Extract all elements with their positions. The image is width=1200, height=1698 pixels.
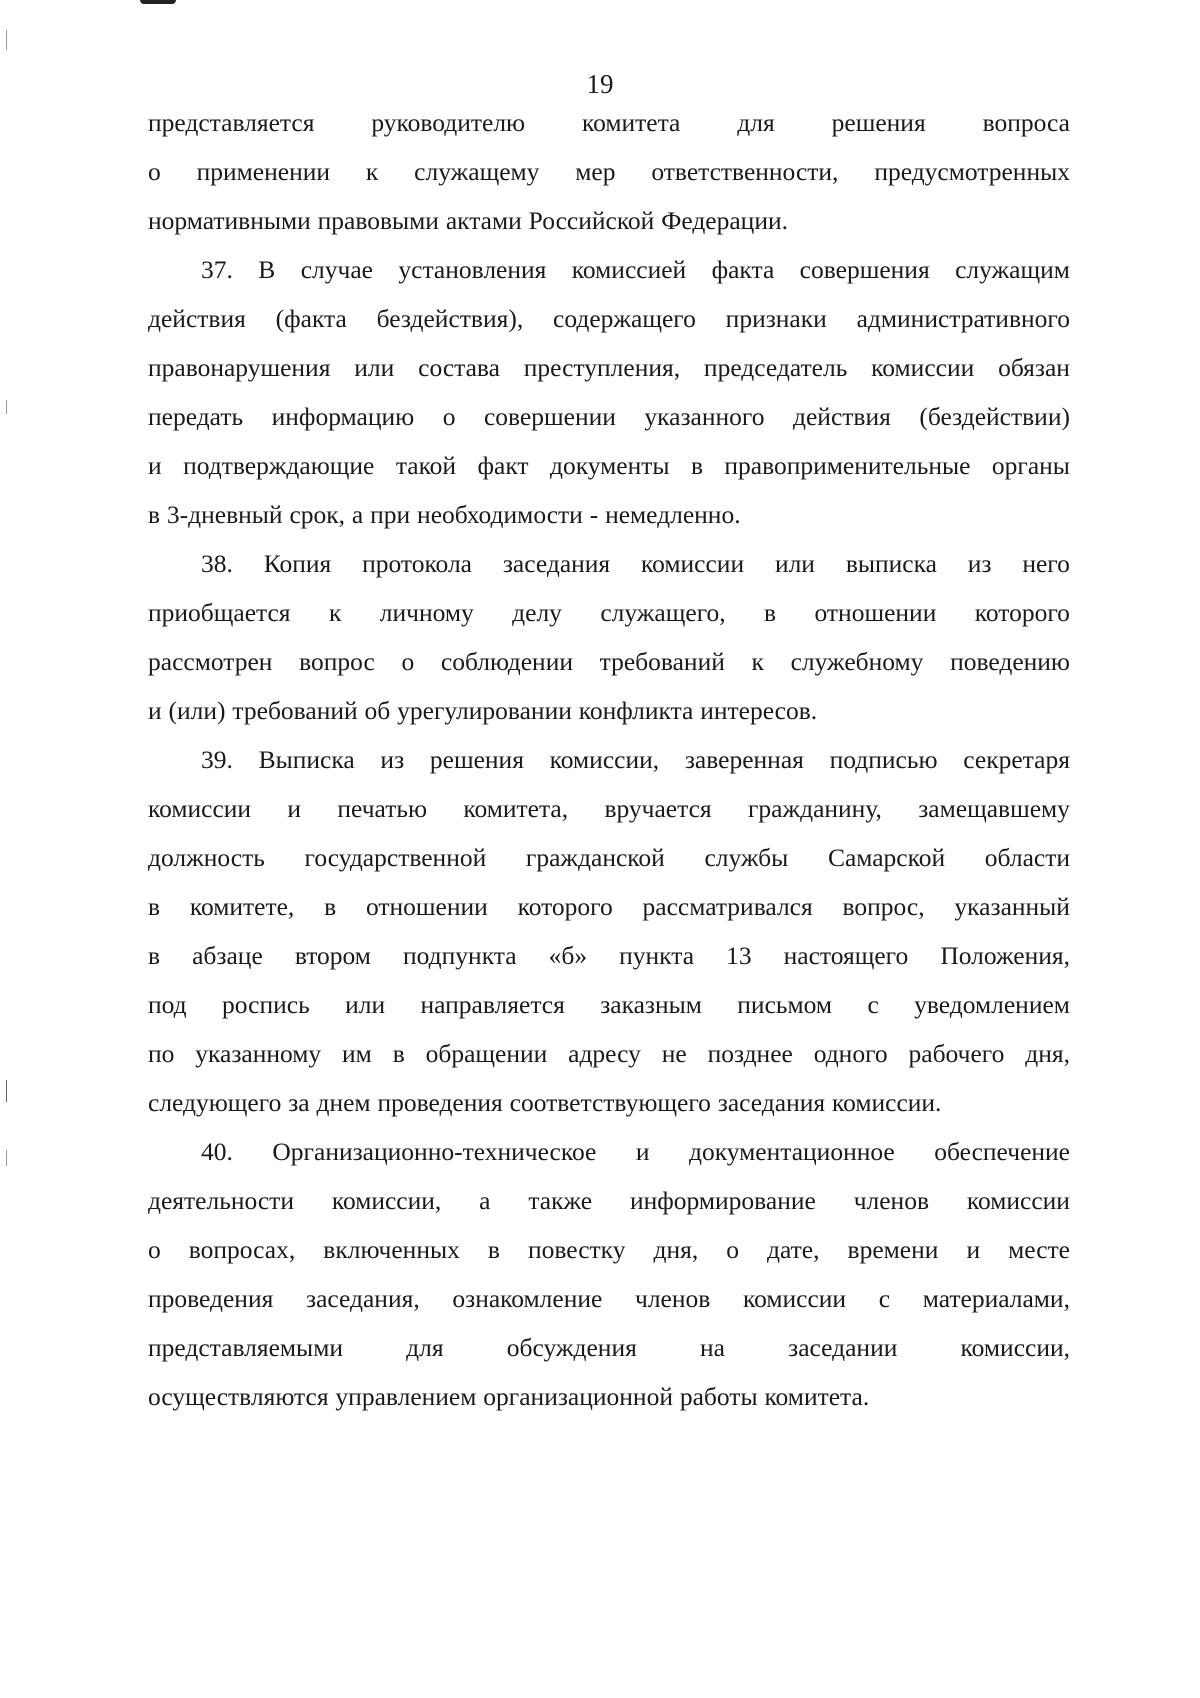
text-line: следующего за днем проведения соответствующего заседания комиссии. (148, 1088, 942, 1117)
text-line: 39. Выписка из решения комиссии, заверенная подписью секретаря (201, 745, 1070, 774)
text-line: комиссии и печатью комитета, вручается гражданину, замещавшему (148, 794, 1070, 823)
text-line: 38. Копия протокола заседания комиссии или выписка из него (201, 549, 1070, 578)
scan-edge-mark (6, 1150, 7, 1166)
text-line: о вопросах, включенных в повестку дня, о дате, времени и месте (148, 1235, 1070, 1264)
document-body (148, 98, 1070, 1421)
scan-edge-mark (6, 30, 7, 50)
text-line: представляемыми для обсуждения на заседании комиссии, (148, 1333, 1070, 1362)
text-line: по указанному им в обращении адресу не позднее одного рабочего дня, (148, 1039, 1070, 1068)
paragraph (148, 735, 1070, 1127)
text-line: рассмотрен вопрос о соблюдении требований к служебному поведению (148, 647, 1070, 676)
text-line: осуществляются управлением организационной работы комитета. (148, 1382, 870, 1411)
page-number: 19 (586, 69, 614, 99)
text-line: приобщается к личному делу служащего, в отношении которого (148, 598, 1070, 627)
paragraph (148, 245, 1070, 539)
paragraph (148, 1127, 1070, 1421)
scan-artifact (140, 0, 176, 4)
text-line: должность государственной гражданской службы Самарской области (148, 843, 1070, 872)
text-line: и подтверждающие такой факт документы в правоприменительные органы (148, 451, 1070, 480)
text-line: деятельности комиссии, а также информирование членов комиссии (148, 1186, 1070, 1215)
text-line: и (или) требований об урегулировании конфликта интересов. (148, 696, 818, 725)
text-line: представляется руководителю комитета для решения вопроса (148, 108, 1070, 137)
text-line: в абзаце втором подпункта «б» пункта 13 настоящего Положения, (148, 941, 1070, 970)
text-line: правонарушения или состава преступления, председатель комиссии обязан (148, 353, 1070, 382)
text-line: о применении к служащему мер ответственности, предусмотренных (148, 157, 1070, 186)
text-line: 40. Организационно-техническое и документационное обеспечение (201, 1137, 1070, 1166)
text-line: в 3-дневный срок, а при необходимости - немедленно. (148, 500, 741, 529)
paragraph (148, 539, 1070, 735)
paragraph (148, 98, 1070, 245)
scan-edge-mark (6, 1080, 7, 1102)
scan-edge-mark (6, 400, 7, 414)
text-line: в комитете, в отношении которого рассматривался вопрос, указанный (148, 892, 1070, 921)
text-line: под роспись или направляется заказным письмом с уведомлением (148, 990, 1070, 1019)
text-line: передать информацию о совершении указанного действия (бездействии) (148, 402, 1070, 431)
text-line: нормативными правовыми актами Российской Федерации. (148, 206, 788, 235)
text-line: действия (факта бездействия), содержащего признаки административного (148, 304, 1070, 333)
text-line: 37. В случае установления комиссией факта совершения служащим (201, 255, 1070, 284)
text-line: проведения заседания, ознакомление членов комиссии с материалами, (148, 1284, 1070, 1313)
